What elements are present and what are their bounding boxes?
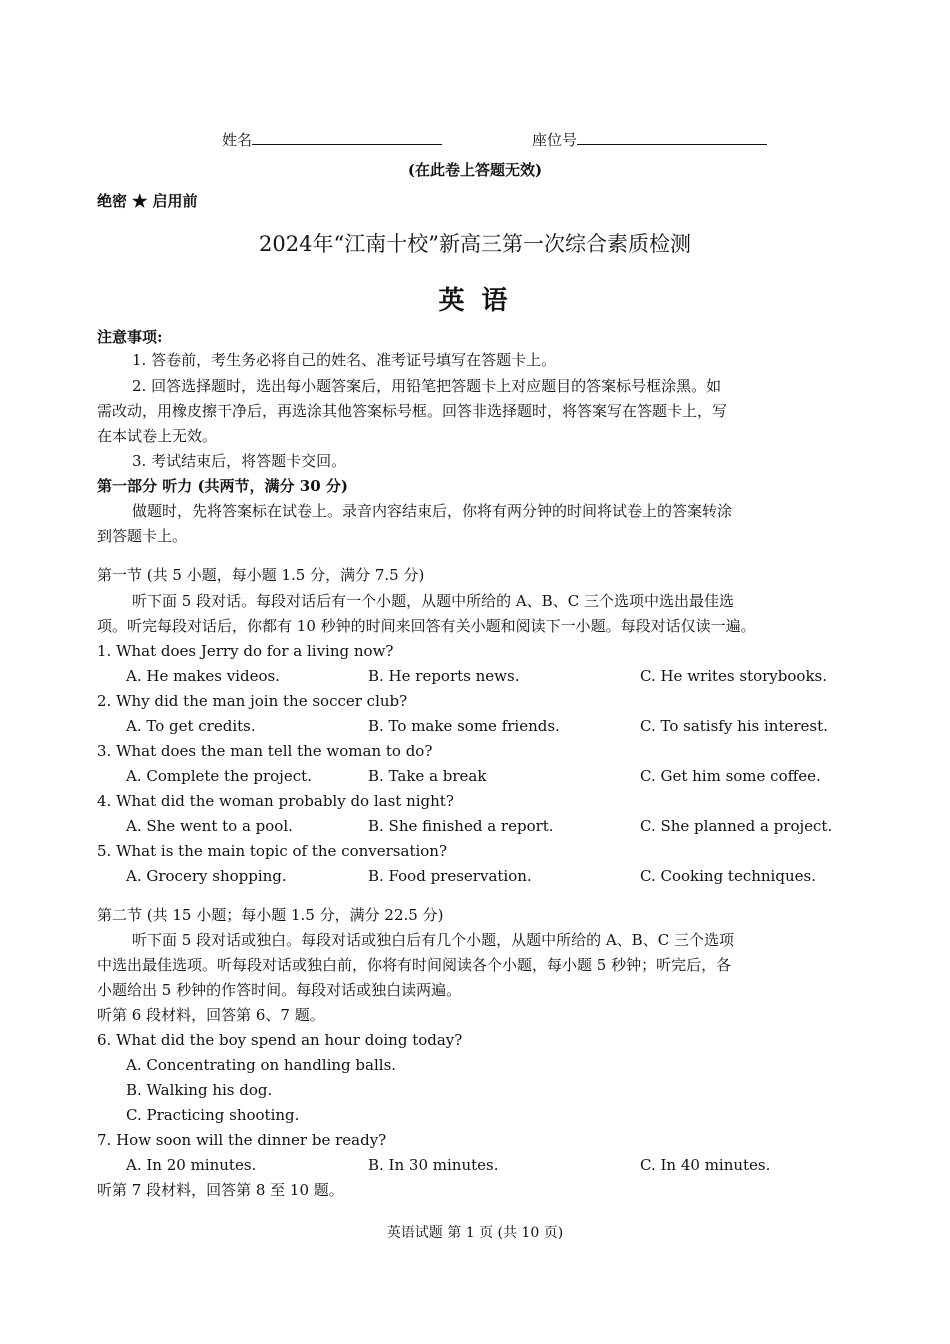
q1-option-a[interactable]: A. He makes videos. (126, 667, 280, 685)
q6-option-c[interactable]: C. Practicing shooting. (126, 1106, 300, 1124)
notice-item-2: 2. 回答选择题时，选出每小题答案后，用铅笔把答题卡上对应题目的答案标号框涂黑。如 (132, 377, 722, 395)
seat-field (532, 128, 767, 150)
q6-option-a[interactable]: A. Concentrating on handling balls. (126, 1056, 397, 1074)
part1-heading: 第一部分 听力 (共两节，满分 30 分) (97, 477, 348, 495)
exam-title: 2024年“江南十校”新高三第一次综合素质检测 (259, 232, 691, 256)
part1-intro-1: 做题时，先将答案标在试卷上。录音内容结束后，你将有两分钟的时间将试卷上的答案转涂 (132, 502, 733, 520)
name-blank[interactable] (252, 128, 442, 145)
q2-option-b[interactable]: B. To make some friends. (368, 717, 560, 735)
question-1: 1. What does Jerry do for a living now? (97, 642, 394, 660)
q5-option-a[interactable]: A. Grocery shopping. (126, 867, 287, 885)
notice-item-1: 1. 答卷前，考生务必将自己的姓名、准考证号填写在答题卡上。 (132, 351, 557, 369)
question-2: 2. Why did the man join the soccer club? (97, 692, 408, 710)
subject-title: 英 语 (438, 286, 512, 316)
q7-option-a[interactable]: A. In 20 minutes. (126, 1156, 257, 1174)
q3-option-b[interactable]: B. Take a break (368, 767, 487, 785)
seat-label: 座位号 (532, 131, 578, 149)
section2-intro-3: 小题给出 5 秒钟的作答时间。每段对话或独白读两遍。 (97, 981, 462, 999)
q3-option-c[interactable]: C. Get him some coffee. (640, 767, 821, 785)
page-footer: 英语试题 第 1 页 (共 10 页) (386, 1225, 564, 1241)
section2-intro-2: 中选出最佳选项。听每段对话或独白前，你将有时间阅读各个小题，每小题 5 秒钟；听完后，各 (97, 956, 732, 974)
name-label: 姓名 (222, 131, 253, 149)
notice-item-2-cont: 需改动，用橡皮擦干净后，再选涂其他答案标号框。回答非选择题时，将答案写在答题卡上，写 (97, 402, 728, 420)
q2-option-c[interactable]: C. To satisfy his interest. (640, 717, 828, 735)
section1-intro-1: 听下面 5 段对话。每段对话后有一个小题，从题中所给的 A、B、C 三个选项中选出最佳选 (132, 592, 734, 610)
question-3: 3. What does the man tell the woman to do? (97, 742, 433, 760)
question-7: 7. How soon will the dinner be ready? (97, 1131, 387, 1149)
q7-option-c[interactable]: C. In 40 minutes. (640, 1156, 771, 1174)
notice-item-2-end: 在本试卷上无效。 (97, 427, 218, 445)
q4-option-c[interactable]: C. She planned a project. (640, 817, 833, 835)
q3-option-a[interactable]: A. Complete the project. (126, 767, 312, 785)
secret-label: 绝密 ★ 启用前 (97, 192, 198, 210)
section1-intro-2: 项。听完每段对话后，你都有 10 秒钟的时间来回答有关小题和阅读下一小题。每段对话仅读一遍。 (97, 617, 756, 635)
material-6-label: 听第 6 段材料，回答第 6、7 题。 (97, 1006, 325, 1024)
q2-option-a[interactable]: A. To get credits. (126, 717, 256, 735)
section2-heading: 第二节 (共 15 小题；每小题 1.5 分，满分 22.5 分) (97, 906, 444, 924)
q5-option-c[interactable]: C. Cooking techniques. (640, 867, 816, 885)
notice-heading: 注意事项: (97, 328, 163, 346)
question-5: 5. What is the main topic of the conversation? (97, 842, 448, 860)
section2-intro-1: 听下面 5 段对话或独白。每段对话或独白后有几个小题，从题中所给的 A、B、C 三个选项 (132, 931, 734, 949)
section1-heading: 第一节 (共 5 小题，每小题 1.5 分，满分 7.5 分) (97, 566, 425, 584)
q1-option-c[interactable]: C. He writes storybooks. (640, 667, 828, 685)
material-7-label: 听第 7 段材料，回答第 8 至 10 题。 (97, 1181, 344, 1199)
q1-option-b[interactable]: B. He reports news. (368, 667, 520, 685)
part1-intro-2: 到答题卡上。 (97, 527, 188, 545)
notice-item-3: 3. 考试结束后，将答题卡交回。 (132, 452, 347, 470)
name-field (222, 128, 442, 150)
invalid-note: (在此卷上答题无效) (407, 161, 543, 179)
question-4: 4. What did the woman probably do last night? (97, 792, 454, 810)
q6-option-b[interactable]: B. Walking his dog. (126, 1081, 273, 1099)
q7-option-b[interactable]: B. In 30 minutes. (368, 1156, 499, 1174)
seat-blank[interactable] (577, 128, 767, 145)
q5-option-b[interactable]: B. Food preservation. (368, 867, 532, 885)
question-6: 6. What did the boy spend an hour doing today? (97, 1031, 463, 1049)
q4-option-a[interactable]: A. She went to a pool. (126, 817, 293, 835)
q4-option-b[interactable]: B. She finished a report. (368, 817, 554, 835)
